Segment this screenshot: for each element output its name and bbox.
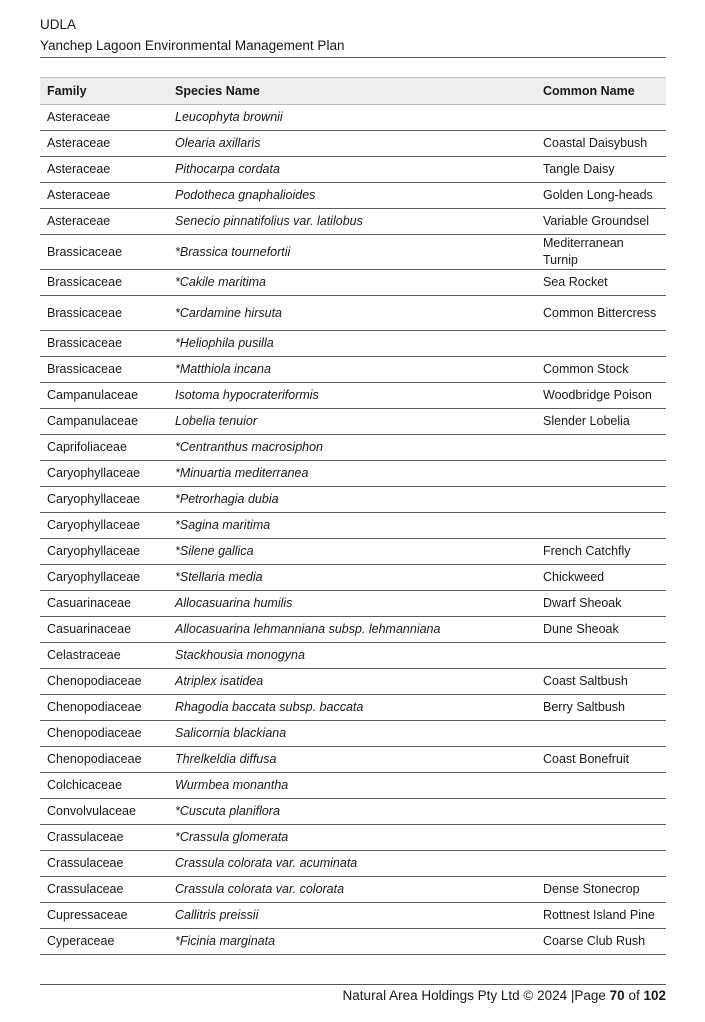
table-row <box>40 357 666 383</box>
species-table-body <box>40 105 666 955</box>
cell-species: Allocasuarina humilis <box>168 591 536 617</box>
cell-common <box>536 461 666 487</box>
header-divider <box>40 57 666 58</box>
cell-species: *Brassica tournefortii <box>168 235 536 270</box>
cell-common: Sea Rocket <box>536 270 666 296</box>
cell-species: Podotheca gnaphalioides <box>168 183 536 209</box>
cell-family: Crassulaceae <box>40 825 168 851</box>
cell-species: *Centranthus macrosiphon <box>168 435 536 461</box>
cell-family: Asteraceae <box>40 157 168 183</box>
page-footer <box>343 987 666 1005</box>
table-row <box>40 409 666 435</box>
cell-species: *Minuartia mediterranea <box>168 461 536 487</box>
cell-species: Allocasuarina lehmanniana subsp. lehmanniana <box>168 617 536 643</box>
cell-species: Isotoma hypocrateriformis <box>168 383 536 409</box>
cell-species: *Cuscuta planiflora <box>168 799 536 825</box>
table-header-row <box>40 78 666 105</box>
cell-family: Crassulaceae <box>40 851 168 877</box>
cell-family: Caryophyllaceae <box>40 487 168 513</box>
cell-species: Crassula colorata var. colorata <box>168 877 536 903</box>
cell-common: Coastal Daisybush <box>536 131 666 157</box>
cell-common <box>536 487 666 513</box>
cell-family: Chenopodiaceae <box>40 669 168 695</box>
table-row <box>40 209 666 235</box>
cell-family: Celastraceae <box>40 643 168 669</box>
table-row <box>40 270 666 296</box>
cell-common: Dwarf Sheoak <box>536 591 666 617</box>
cell-species: Salicornia blackiana <box>168 721 536 747</box>
table-row <box>40 799 666 825</box>
page-header <box>40 16 666 55</box>
cell-family: Chenopodiaceae <box>40 721 168 747</box>
column-header-species: Species Name <box>168 78 536 105</box>
cell-common: Tangle Daisy <box>536 157 666 183</box>
cell-common: Rottnest Island Pine <box>536 903 666 929</box>
table-row <box>40 721 666 747</box>
cell-common: Slender Lobelia <box>536 409 666 435</box>
cell-common <box>536 851 666 877</box>
table-row <box>40 105 666 131</box>
header-title: Yanchep Lagoon Environmental Management Plan <box>40 38 345 53</box>
cell-common <box>536 435 666 461</box>
cell-family: Caryophyllaceae <box>40 461 168 487</box>
footer-divider <box>40 984 666 985</box>
cell-family: Campanulaceae <box>40 383 168 409</box>
species-table <box>40 77 666 955</box>
column-header-family: Family <box>40 78 168 105</box>
cell-species: Leucophyta brownii <box>168 105 536 131</box>
cell-family: Cupressaceae <box>40 903 168 929</box>
cell-common: Berry Saltbush <box>536 695 666 721</box>
cell-family: Chenopodiaceae <box>40 695 168 721</box>
cell-species: Wurmbea monantha <box>168 773 536 799</box>
cell-species: *Crassula glomerata <box>168 825 536 851</box>
footer-page-total: 102 <box>643 988 666 1003</box>
cell-species: Senecio pinnatifolius var. latilobus <box>168 209 536 235</box>
cell-common: Golden Long-heads <box>536 183 666 209</box>
cell-species: *Cakile maritima <box>168 270 536 296</box>
cell-common: Woodbridge Poison <box>536 383 666 409</box>
cell-common <box>536 331 666 357</box>
cell-species: *Cardamine hirsuta <box>168 296 536 331</box>
cell-common <box>536 825 666 851</box>
cell-common: Coast Saltbush <box>536 669 666 695</box>
table-row <box>40 461 666 487</box>
table-row <box>40 235 666 270</box>
footer-copyright: Natural Area Holdings Pty Ltd © 2024 |Page <box>342 988 610 1003</box>
table-row <box>40 643 666 669</box>
table-row <box>40 157 666 183</box>
table-row <box>40 929 666 955</box>
table-row <box>40 383 666 409</box>
cell-family: Crassulaceae <box>40 877 168 903</box>
table-row <box>40 773 666 799</box>
cell-family: Asteraceae <box>40 131 168 157</box>
header-org: UDLA <box>40 17 77 32</box>
cell-species: Atriplex isatidea <box>168 669 536 695</box>
cell-species: *Ficinia marginata <box>168 929 536 955</box>
cell-common: Common Stock <box>536 357 666 383</box>
footer-page-number: 70 <box>609 988 625 1003</box>
cell-common <box>536 105 666 131</box>
table-row <box>40 331 666 357</box>
cell-species: *Heliophila pusilla <box>168 331 536 357</box>
cell-species: Rhagodia baccata subsp. baccata <box>168 695 536 721</box>
cell-family: Asteraceae <box>40 209 168 235</box>
cell-family: Brassicaceae <box>40 357 168 383</box>
cell-common: French Catchfly <box>536 539 666 565</box>
table-row <box>40 825 666 851</box>
cell-common: Coast Bonefruit <box>536 747 666 773</box>
cell-common: Chickweed <box>536 565 666 591</box>
cell-common: Dense Stonecrop <box>536 877 666 903</box>
cell-family: Asteraceae <box>40 183 168 209</box>
cell-family: Brassicaceae <box>40 235 168 270</box>
cell-family: Casuarinaceae <box>40 591 168 617</box>
cell-family: Cyperaceae <box>40 929 168 955</box>
table-row <box>40 591 666 617</box>
table-row <box>40 669 666 695</box>
table-row <box>40 131 666 157</box>
table-row <box>40 513 666 539</box>
column-header-common: Common Name <box>536 78 666 105</box>
table-row <box>40 565 666 591</box>
cell-species: Stackhousia monogyna <box>168 643 536 669</box>
table-row <box>40 877 666 903</box>
cell-species: Callitris preissii <box>168 903 536 929</box>
cell-species: *Matthiola incana <box>168 357 536 383</box>
cell-species: Crassula colorata var. acuminata <box>168 851 536 877</box>
cell-common: Variable Groundsel <box>536 209 666 235</box>
cell-species: Lobelia tenuior <box>168 409 536 435</box>
cell-common: Common Bittercress <box>536 296 666 331</box>
cell-species: *Petrorhagia dubia <box>168 487 536 513</box>
cell-family: Caryophyllaceae <box>40 565 168 591</box>
cell-common <box>536 643 666 669</box>
cell-family: Casuarinaceae <box>40 617 168 643</box>
cell-family: Brassicaceae <box>40 296 168 331</box>
cell-species: Threlkeldia diffusa <box>168 747 536 773</box>
cell-species: *Sagina maritima <box>168 513 536 539</box>
cell-common <box>536 721 666 747</box>
cell-family: Colchicaceae <box>40 773 168 799</box>
cell-common <box>536 773 666 799</box>
cell-family: Caryophyllaceae <box>40 513 168 539</box>
cell-common: Dune Sheoak <box>536 617 666 643</box>
cell-common <box>536 799 666 825</box>
cell-species: *Silene gallica <box>168 539 536 565</box>
table-row <box>40 695 666 721</box>
cell-family: Brassicaceae <box>40 331 168 357</box>
cell-species: Pithocarpa cordata <box>168 157 536 183</box>
footer-of: of <box>624 988 644 1003</box>
cell-family: Caprifoliaceae <box>40 435 168 461</box>
cell-common <box>536 513 666 539</box>
table-row <box>40 851 666 877</box>
table-row <box>40 296 666 331</box>
table-row <box>40 435 666 461</box>
cell-family: Asteraceae <box>40 105 168 131</box>
table-row <box>40 617 666 643</box>
cell-family: Convolvulaceae <box>40 799 168 825</box>
cell-species: Olearia axillaris <box>168 131 536 157</box>
table-row <box>40 183 666 209</box>
cell-family: Brassicaceae <box>40 270 168 296</box>
cell-family: Caryophyllaceae <box>40 539 168 565</box>
cell-common: Coarse Club Rush <box>536 929 666 955</box>
cell-family: Chenopodiaceae <box>40 747 168 773</box>
cell-family: Campanulaceae <box>40 409 168 435</box>
table-row <box>40 487 666 513</box>
cell-species: *Stellaria media <box>168 565 536 591</box>
table-row <box>40 903 666 929</box>
table-row <box>40 539 666 565</box>
cell-common: Mediterranean Turnip <box>536 235 666 270</box>
table-row <box>40 747 666 773</box>
